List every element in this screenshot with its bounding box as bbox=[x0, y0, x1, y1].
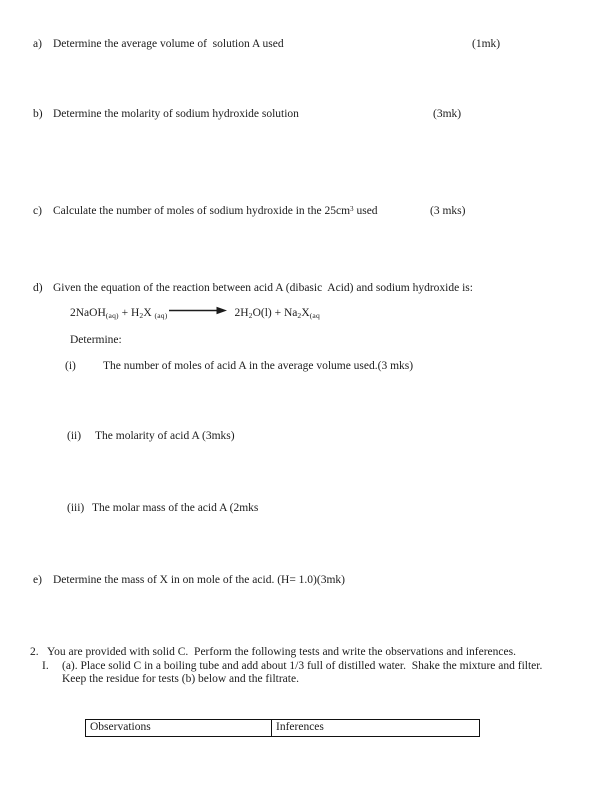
question-d-i-label: (i) bbox=[65, 360, 76, 372]
cm-cubed-superscript: 3 bbox=[350, 204, 354, 213]
question-d-ii bbox=[0, 430, 612, 446]
question-b-label: b) bbox=[33, 108, 43, 120]
question-2-text: You are provided with solid C. Perform the following tests and write the observations and inferences. bbox=[47, 646, 516, 658]
question-c-text: Calculate the number of moles of sodium hydroxide in the $25cm^3$ used bbox=[53, 204, 378, 217]
observations-inferences-table bbox=[85, 719, 480, 737]
question-d-i-text: The number of moles of acid A in the average volume used.(3 mks) bbox=[103, 360, 414, 372]
reaction-equation bbox=[0, 306, 612, 322]
reaction-equation-text: 2NaOH$_{(aq)}$ + $H_2X$ $_{(aq)}$ $2H_2O(l) + Na_2X_{(aq}$ bbox=[70, 307, 320, 321]
question-d bbox=[0, 282, 612, 298]
question-b bbox=[0, 108, 612, 124]
question-c-marks: (3 mks) bbox=[430, 205, 466, 217]
question-c bbox=[0, 205, 612, 221]
question-2-sub-i-text-line1: (a). Place solid C in a boiling tube and add about 1/3 full of distilled water. Shake the mixture and filter. bbox=[62, 660, 543, 672]
question-d-iii bbox=[0, 502, 612, 518]
inferences-header-cell: Inferences bbox=[272, 720, 480, 737]
question-e-text: Determine the mass of X in on mole of the acid. (H= 1.0)(3mk) bbox=[53, 574, 345, 586]
observations-header-cell: Observations bbox=[86, 720, 272, 737]
question-e-label: e) bbox=[33, 574, 42, 586]
question-d-i bbox=[0, 360, 612, 376]
question-d-ii-label: (ii) bbox=[67, 430, 82, 442]
determine-heading bbox=[0, 334, 612, 350]
question-2-sub-i-continued bbox=[0, 673, 612, 689]
question-b-marks: (3mk) bbox=[433, 108, 462, 120]
question-d-text: Given the equation of the reaction between acid A (dibasic Acid) and sodium hydroxide is: bbox=[53, 282, 473, 294]
question-d-iii-text: The molar mass of the acid A (2mks bbox=[92, 502, 259, 514]
question-2-label: 2. bbox=[30, 646, 39, 658]
question-d-label: d) bbox=[33, 282, 43, 294]
question-d-iii-label: (iii) bbox=[67, 502, 85, 514]
question-a-label: a) bbox=[33, 38, 42, 50]
question-c-label: c) bbox=[33, 205, 42, 217]
determine-label: Determine: bbox=[70, 334, 122, 346]
table-header-row bbox=[86, 720, 480, 737]
question-2-sub-i-text-line2: Keep the residue for tests (b) below and the filtrate. bbox=[62, 673, 299, 685]
question-a-text: Determine the average volume of solution A used bbox=[53, 38, 284, 50]
reaction-arrow-icon bbox=[169, 306, 227, 318]
question-e bbox=[0, 574, 612, 590]
question-d-ii-text: The molarity of acid A (3mks) bbox=[95, 430, 235, 442]
question-a bbox=[0, 38, 612, 54]
question-a-marks: (1mk) bbox=[472, 38, 501, 50]
question-2-sub-i-label: I. bbox=[42, 660, 49, 672]
question-b-text: Determine the molarity of sodium hydroxide solution bbox=[53, 108, 299, 120]
